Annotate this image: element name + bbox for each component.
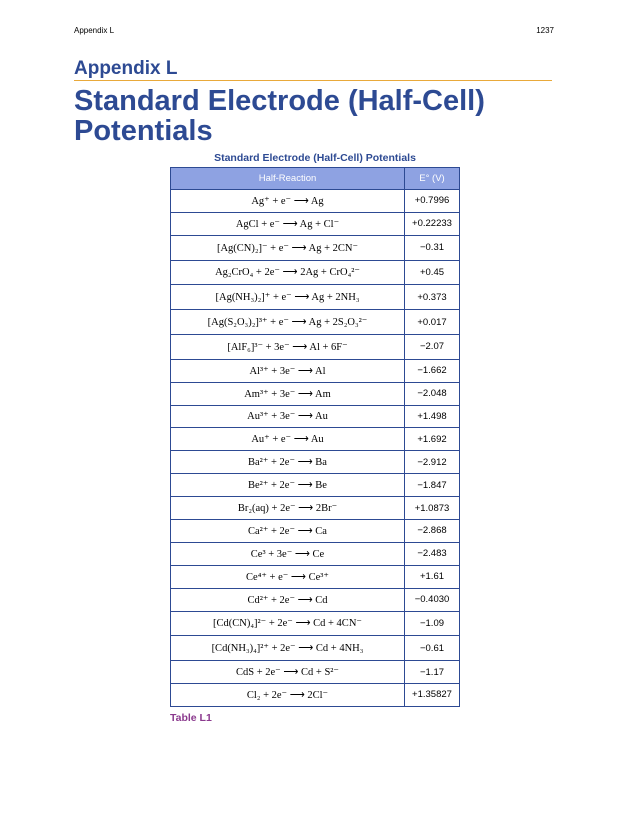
half-reaction-cell: Ca²⁺ + 2e⁻ ⟶ Ca [171,520,405,543]
half-reaction-cell: Br₂(aq) + 2e⁻ ⟶ 2Br⁻ [171,497,405,520]
potential-cell: −2.07 [405,334,460,359]
table-row [171,520,460,543]
half-reaction-cell: Au³⁺ + 3e⁻ ⟶ Au [171,405,405,428]
half-reaction-cell: [AlF₆]³⁻ + 3e⁻ ⟶ Al + 6F⁻ [171,334,405,359]
half-reaction-cell: Al³⁺ + 3e⁻ ⟶ Al [171,359,405,382]
table-label: Table L1 [170,712,212,724]
title-divider [74,80,552,81]
potential-cell: −2.912 [405,451,460,474]
table-row [171,212,460,235]
potential-cell: −1.662 [405,359,460,382]
table-row [171,235,460,260]
potentials-table [170,167,460,707]
half-reaction-cell: Ce⁴⁺ + e⁻ ⟶ Ce³⁺ [171,565,405,588]
half-reaction-cell: Ba²⁺ + 2e⁻ ⟶ Ba [171,451,405,474]
table-row [171,382,460,405]
potential-cell: −1.17 [405,661,460,684]
potential-cell: −2.483 [405,542,460,565]
half-reaction-cell: Au⁺ + e⁻ ⟶ Au [171,428,405,451]
table-row [171,542,460,565]
table-row [171,310,460,335]
potential-cell: +0.22233 [405,212,460,235]
table-row [171,497,460,520]
table-header-row [171,168,460,190]
half-reaction-cell: [Ag(S₂O₃)₂]³⁺ + e⁻ ⟶ Ag + 2S₂O₃²⁻ [171,310,405,335]
half-reaction-cell: [Cd(NH₃)₄]²⁺ + 2e⁻ ⟶ Cd + 4NH₃ [171,636,405,661]
table-row [171,684,460,707]
table-row [171,190,460,213]
potential-cell: +0.373 [405,285,460,310]
potential-cell: −2.868 [405,520,460,543]
half-reaction-cell: [Ag(CN)₂]⁻ + e⁻ ⟶ Ag + 2CN⁻ [171,235,405,260]
table-row [171,405,460,428]
potential-cell: +0.7996 [405,190,460,213]
page-number: 1237 [536,26,554,35]
half-reaction-cell: CdS + 2e⁻ ⟶ Cd + S²⁻ [171,661,405,684]
table-row [171,285,460,310]
table-row [171,474,460,497]
potential-cell: +0.45 [405,260,460,285]
potential-cell: −0.4030 [405,588,460,611]
half-reaction-cell: [Ag(NH₃)₂]⁺ + e⁻ ⟶ Ag + 2NH₃ [171,285,405,310]
running-header: Appendix L [74,26,115,35]
table-row [171,611,460,636]
table-row [171,359,460,382]
potential-cell: +1.35827 [405,684,460,707]
half-reaction-cell: [Cd(CN)₄]²⁻ + 2e⁻ ⟶ Cd + 4CN⁻ [171,611,405,636]
table-row [171,451,460,474]
table-row [171,428,460,451]
potential-cell: +1.61 [405,565,460,588]
column-header-potential: E° (V) [405,168,460,190]
potential-cell: −2.048 [405,382,460,405]
table-row [171,588,460,611]
potential-cell: +1.692 [405,428,460,451]
table-row [171,661,460,684]
potential-cell: +1.498 [405,405,460,428]
appendix-label: Appendix L [74,58,178,79]
table-row [171,636,460,661]
half-reaction-cell: Cl₂ + 2e⁻ ⟶ 2Cl⁻ [171,684,405,707]
potential-cell: −1.847 [405,474,460,497]
table-row [171,260,460,285]
potential-cell: −1.09 [405,611,460,636]
half-reaction-cell: AgCl + e⁻ ⟶ Ag + Cl⁻ [171,212,405,235]
potential-cell: −0.61 [405,636,460,661]
half-reaction-cell: Cd²⁺ + 2e⁻ ⟶ Cd [171,588,405,611]
half-reaction-cell: Be²⁺ + 2e⁻ ⟶ Be [171,474,405,497]
half-reaction-cell: Ce³ + 3e⁻ ⟶ Ce [171,542,405,565]
table-row [171,565,460,588]
potential-cell: −0.31 [405,235,460,260]
half-reaction-cell: Am³⁺ + 3e⁻ ⟶ Am [171,382,405,405]
page-title: Standard Electrode (Half-Cell) Potentials [74,85,485,147]
table-caption: Standard Electrode (Half-Cell) Potentials [214,152,416,164]
half-reaction-cell: Ag₂CrO₄ + 2e⁻ ⟶ 2Ag + CrO₄²⁻ [171,260,405,285]
half-reaction-cell: Ag⁺ + e⁻ ⟶ Ag [171,190,405,213]
column-header-half-reaction: Half-Reaction [171,168,405,190]
table-row [171,334,460,359]
potential-cell: +1.0873 [405,497,460,520]
potential-cell: +0.017 [405,310,460,335]
